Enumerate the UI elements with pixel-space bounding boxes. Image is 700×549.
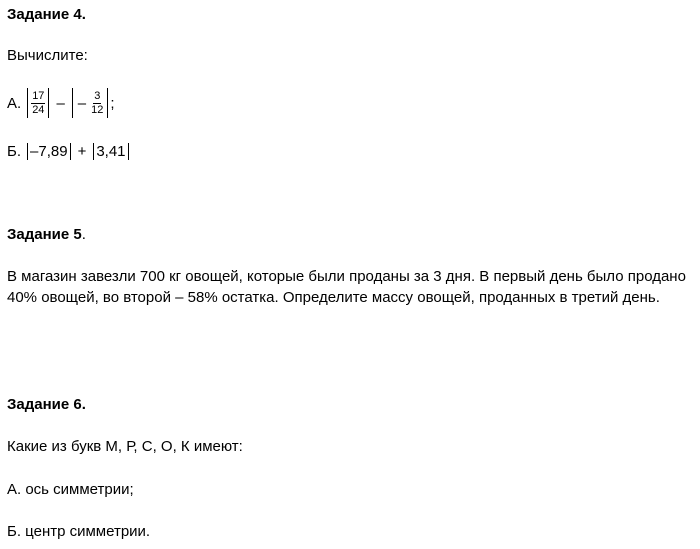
fraction-denominator: 12 [91,103,104,116]
task5-text: В магазин завезли 700 кг овощей, которые были проданы за 3 дня. В первый день было продано 40% овощей, во второй – 58% остатка. Определите массу овощей, проданных в третий день. [7,268,686,306]
task6-option-b: Б. центр симметрии. [7,523,151,540]
task4-part-a [7,88,115,118]
task6-option-a: А. ось симметрии; [7,481,134,498]
task4-title: Задание 4. [7,6,86,23]
fraction-17-24 [31,90,45,117]
abs-bar-open [72,88,73,118]
abs-bar-open [93,143,94,160]
task6-question: Какие из букв М, Р, С, О, К имеют: [7,438,243,455]
plus-sign: + [77,142,87,160]
minus-sign: – [77,94,87,112]
task4-part-b [7,140,131,162]
value-1: –7,89 [30,142,68,160]
abs-bar-close [70,143,71,160]
task5-title-dot: . [81,226,86,243]
task4-part-a-label: А. [7,94,22,112]
abs-bar-open [27,88,28,118]
task4-instruction: Вычислите: [7,47,88,64]
task4-part-b-label: Б. [7,142,22,160]
abs-bar-close [48,88,49,118]
task4-part-b-formula [7,141,131,162]
abs-bar-open [27,143,28,160]
task5-title [7,224,86,245]
fraction-denominator: 24 [32,103,45,116]
task5-title-text: Задание 5 [7,226,82,243]
abs-bar-close [107,88,108,118]
abs-bar-close [128,143,129,160]
task4-part-a-formula [7,88,115,118]
minus-sign: – [56,94,65,112]
task6-title: Задание 6. [7,396,86,413]
fraction-numerator: 17 [32,89,45,102]
fraction-numerator: 3 [94,89,101,102]
semicolon: ; [110,94,115,112]
value-2: 3,41 [96,142,126,160]
fraction-3-12 [90,90,104,117]
